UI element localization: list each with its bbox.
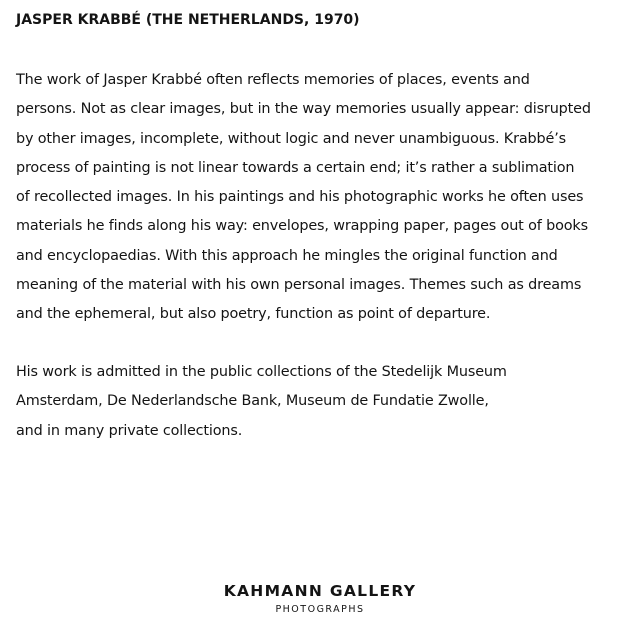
text-line: The work of Jasper Krabbé often reflects memories of places, events and bbox=[16, 72, 530, 88]
gallery-subtitle: PHOTOGRAPHS bbox=[275, 604, 365, 615]
text-line: and in many private collections. bbox=[16, 422, 243, 439]
collections-paragraph bbox=[16, 358, 636, 446]
text-line: by other images, incomplete, without logic and never unambiguous. Krabbé’s bbox=[16, 130, 566, 147]
text-line: materials he finds along his way: envelopes, wrapping paper, pages out of books bbox=[16, 218, 588, 235]
text-line: of recollected images. In his paintings and his photographic works he often uses bbox=[16, 189, 584, 206]
text-line: process of painting is not linear towards a certain end; it’s rather a sublimation bbox=[16, 159, 575, 176]
artist-title: JASPER KRABBÉ (THE NETHERLANDS, 1970) bbox=[16, 12, 360, 28]
gallery-name: KAHMANN GALLERY bbox=[223, 582, 417, 600]
text-line: and encyclopaedias. With this approach he mingles the original function and bbox=[16, 247, 558, 264]
text-line: His work is admitted in the public collections of the Stedelijk Museum bbox=[16, 364, 507, 380]
gallery-logo bbox=[0, 580, 640, 616]
text-line: and the ephemeral, but also poetry, function as point of departure. bbox=[16, 306, 491, 323]
text-line: Amsterdam, De Nederlandsche Bank, Museum de Fundatie Zwolle, bbox=[16, 393, 489, 410]
biography-paragraph bbox=[16, 66, 636, 330]
text-line: persons. Not as clear images, but in the way memories usually appear: disrupted bbox=[16, 101, 591, 118]
text-line: meaning of the material with his own personal images. Themes such as dreams bbox=[16, 277, 582, 294]
